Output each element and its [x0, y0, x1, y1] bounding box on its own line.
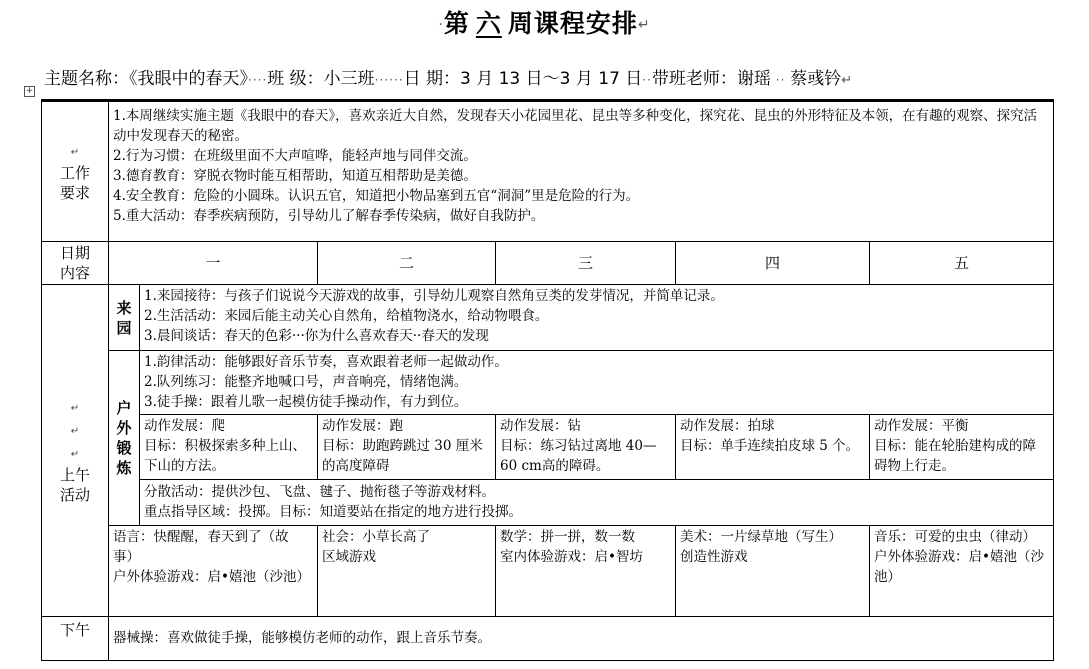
movement-cell: 动作发展：拍球 目标：单手连续拍皮球 5 个。: [676, 415, 870, 479]
work-item: 4.安全教育：危险的小圆珠。认识五官，知道把小物品塞到五官“洞洞”里是危险的行为。: [113, 188, 640, 204]
movement-development-row: [42, 415, 1054, 479]
theme-label: 主题名称：: [44, 69, 129, 89]
teacher-label: 带班老师：: [651, 69, 737, 89]
days-header-row: [42, 242, 1054, 285]
week-number: 六: [475, 9, 502, 38]
work-item: 2.行为习惯：在班级里面不大声喧哗，能轻声地与同伴交流。: [113, 148, 477, 164]
work-content-cell: [109, 101, 1054, 242]
scatter-activity-row: [42, 479, 1054, 525]
teacher-value-2: 蔡彧钤: [790, 69, 842, 89]
teacher-value: 谢瑶: [736, 69, 771, 89]
outdoor-content-cell: [140, 350, 1054, 414]
arrival-item: 1.来园接待：与孩子们说说今天游戏的故事，引导幼儿观察自然角豆类的发芽情况，并简单记录。: [144, 288, 724, 305]
days-label-cell: 日期 内容: [42, 242, 109, 285]
outdoor-general-row: [42, 350, 1054, 414]
arrival-label-cell: 来 园: [109, 285, 140, 350]
date-value: 3 月 13 日～3 月 17 日: [459, 69, 643, 89]
day-header-fri: 五: [870, 242, 1054, 285]
schedule-table: [41, 99, 1054, 661]
movement-cell: 动作发展：钻 目标：练习钻过离地 40—60 cm高的障碍。: [496, 415, 676, 479]
scatter-activity-text: 分散活动：提供沙包、飞盘、毽子、抛衔毯子等游戏材料。: [144, 484, 495, 501]
outdoor-item: 1.韵律活动：能够跟好音乐节奏，喜欢跟着老师一起做动作。: [144, 353, 508, 370]
work-requirements-row: [42, 101, 1054, 242]
arrival-item: 2.生活活动：来园后能主动关心自然角，给植物浇水，给动物喂食。: [144, 308, 549, 325]
lesson-cell-tue: 社会：小草长高了 区域游戏: [318, 525, 496, 616]
date-label: 日 期：: [403, 69, 460, 89]
work-label-cell: ↵ 工作要求: [42, 101, 109, 242]
day-header-thu: 四: [676, 242, 870, 285]
table-move-handle-icon[interactable]: +: [25, 86, 34, 96]
lesson-cell-thu: 美术：一片绿草地（写生） 创造性游戏: [676, 525, 870, 616]
class-value: 小三班: [323, 69, 375, 89]
afternoon-row: [42, 616, 1054, 660]
day-header-tue: 二: [318, 242, 496, 285]
arrival-content-cell: [140, 285, 1054, 350]
course-info-line: 主题名称：《我眼中的春天》····班 级：小三班······日 期：3 月 13 日～3 月 17 日··带班老师：谢瑶 ·· 蔡彧钤↵: [44, 69, 853, 89]
arrival-item: 3.晨间谈话：春天的色彩···你为什么喜欢春天··春天的发现: [144, 328, 489, 345]
day-header-wed: 三: [496, 242, 676, 285]
lesson-cell-wed: 数学：拼一拼，数一数 室内体验游戏：启•智坊: [496, 525, 676, 616]
key-guidance-text: 重点指导区域：投掷。目标：知道要站在指定的地方进行投掷。: [144, 504, 522, 521]
lesson-cell-fri: 音乐：可爱的虫虫（律动） 户外体验游戏：启•嬉池（沙池）: [870, 525, 1054, 616]
theme-value: 《我眼中的春天》: [129, 69, 248, 89]
outdoor-item: 2.队列练习：能整齐地喊口号，声音响亮，情绪饱满。: [144, 373, 468, 390]
movement-cell: 动作发展：爬 目标：积极探索多种上山、下山的方法。: [140, 415, 318, 479]
class-label: 班 级：: [267, 69, 324, 89]
movement-cell: 动作发展：平衡 目标：能在轮胎建构成的障碍物上行走。: [870, 415, 1054, 479]
outdoor-item: 3.徒手操：跟着儿歌一起模仿徒手操动作，有力到位。: [144, 393, 468, 410]
afternoon-content-cell: 器械操：喜欢做徒手操，能够模仿老师的动作，跟上音乐节奏。: [109, 616, 1054, 660]
page-title: ·第 六 周课程安排↵: [438, 9, 651, 38]
lesson-cell-mon: 语言：快醒醒，春天到了（故事） 户外体验游戏：启•嬉池（沙池）: [109, 525, 318, 616]
arrival-row: [42, 285, 1054, 350]
movement-cell: 动作发展：跑 目标：助跑跨跳过 30 厘米的高度障碍: [318, 415, 496, 479]
afternoon-label-cell: 下午: [42, 616, 109, 660]
morning-label-cell: ↵ ↵ ↵ 上午 活动: [42, 285, 109, 616]
scatter-activity-cell: [140, 479, 1054, 525]
day-header-mon: 一: [109, 242, 318, 285]
work-item: 3.德育教育：穿脱衣物时能互相帮助，知道互相帮助是美德。: [113, 168, 477, 184]
outdoor-label-cell: 户 外 锻 炼: [109, 350, 140, 525]
work-item: 1.本周继续实施主题《我眼中的春天》，喜欢亲近大自然，发现春天小花园里花、昆虫等多种变化，探究花、昆虫的外形特征及本领，在有趣的观察、探究活动中发现春天的秘密。: [113, 108, 1038, 144]
work-item: 5.重大活动：春季疾病预防，引导幼儿了解春季传染病，做好自我防护。: [113, 208, 545, 224]
lessons-row: [42, 525, 1054, 616]
